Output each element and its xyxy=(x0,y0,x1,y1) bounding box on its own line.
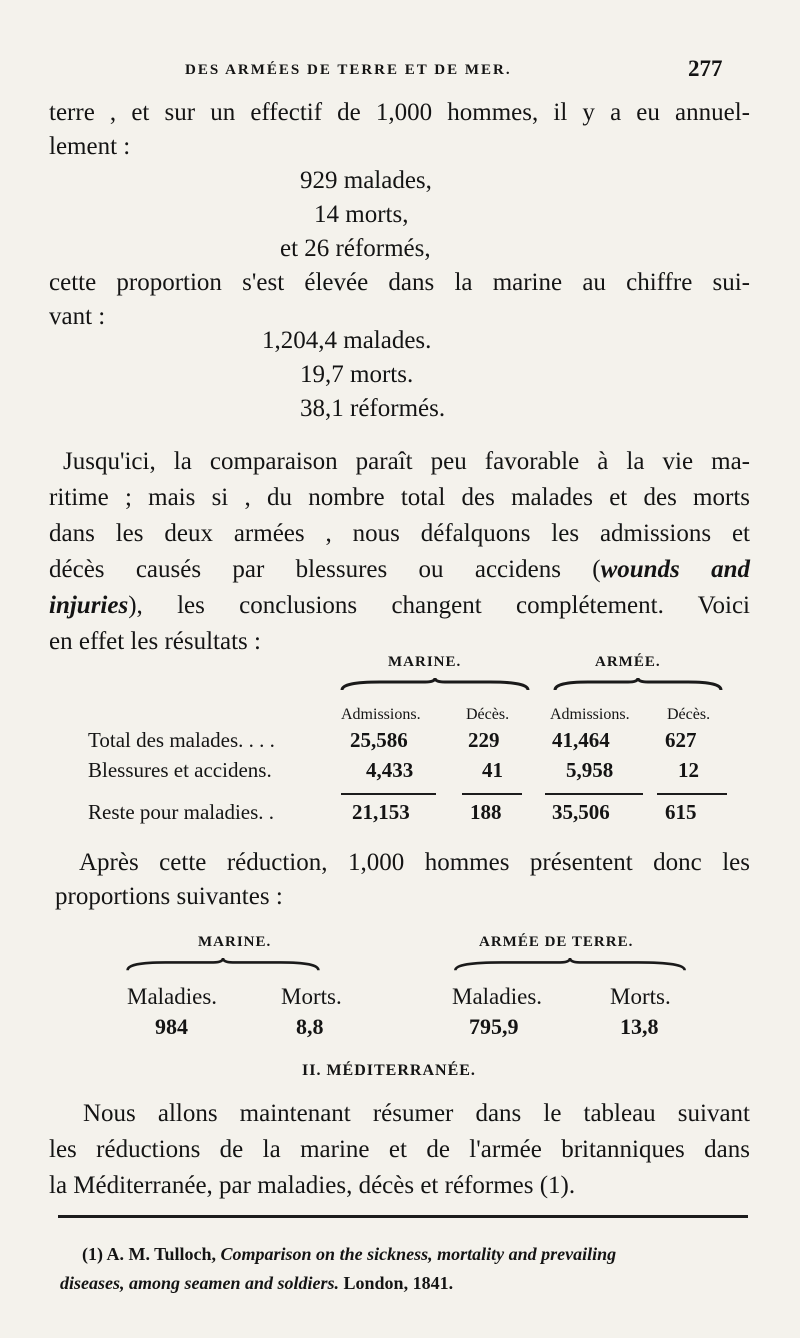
paragraph-line: Jusqu'ici, la comparaison paraît peu favorable à la vie ma- xyxy=(63,448,750,475)
footnote-line xyxy=(60,1240,616,1269)
paragraph-line xyxy=(49,588,750,624)
column-header: Morts. xyxy=(610,984,671,1009)
paragraph-line: cette proportion s'est élevée dans la marine au chiffre sui- xyxy=(49,269,750,296)
row-label: Reste pour maladies. . xyxy=(88,800,275,824)
footnote-title: diseases, among seamen and soldiers. xyxy=(60,1273,340,1293)
page-header xyxy=(0,56,800,86)
group-header-armee: ARMÉE. xyxy=(595,654,661,670)
list-item: et 26 réformés, xyxy=(280,235,431,262)
rate-table xyxy=(0,930,800,1050)
paragraph-line: la Méditerranée, par maladies, décès et réformes (1). xyxy=(49,1172,576,1199)
table-cell: 5,958 xyxy=(566,758,614,782)
sum-rule xyxy=(545,793,643,795)
italic-run: wounds and xyxy=(600,556,750,583)
paragraph-line: les réductions de la marine et de l'armée britanniques dans xyxy=(49,1136,750,1163)
footnote-tail: London, 1841. xyxy=(343,1273,454,1293)
footnote-lead: (1) A. M. Tulloch, xyxy=(82,1244,217,1264)
row-label: Blessures et accidens. xyxy=(88,758,272,782)
group-header-armee-de-terre: ARMÉE DE TERRE. xyxy=(479,934,634,950)
footnote-line xyxy=(60,1269,616,1298)
section-heading: II. MÉDITERRANÉE. xyxy=(302,1062,476,1079)
column-header: Admissions. xyxy=(341,706,421,723)
footnote xyxy=(60,1240,616,1298)
table-cell: 35,506 xyxy=(552,800,610,824)
proportion-list-army xyxy=(280,164,432,266)
brace-armee xyxy=(553,678,723,692)
sum-rule xyxy=(341,793,436,795)
sum-rule xyxy=(462,793,522,795)
paragraph-line: terre , et sur un effectif de 1,000 hommes, il y a eu annuel- xyxy=(49,99,750,126)
table-cell: 25,586 xyxy=(350,728,408,752)
table-cell: 984 xyxy=(155,1014,188,1039)
group-header-marine: MARINE. xyxy=(388,654,462,670)
text-run: décès causés par blessures ou accidens ( xyxy=(49,556,601,583)
column-header: Maladies. xyxy=(452,984,543,1009)
paragraph-line: vant : xyxy=(49,303,106,330)
table-cell: 21,153 xyxy=(352,800,410,824)
comparison-table xyxy=(0,650,800,840)
table-cell: 41 xyxy=(482,758,503,782)
row-label: Total des malades. . . . xyxy=(88,728,275,752)
list-item: 929 malades, xyxy=(300,167,432,194)
proportion-list-navy xyxy=(262,324,445,426)
group-header-marine: MARINE. xyxy=(198,934,272,950)
page-number: 277 xyxy=(688,56,723,81)
table-cell: 188 xyxy=(470,800,502,824)
paragraph-line: en effet les résultats : xyxy=(49,628,261,655)
paragraph-1 xyxy=(49,96,750,164)
table-cell: 8,8 xyxy=(296,1014,324,1039)
italic-run: injuries xyxy=(49,592,129,619)
footnote-title: Comparison on the sickness, mortality and prevailing xyxy=(220,1244,617,1264)
list-item: 1,204,4 malades. xyxy=(262,327,432,354)
paragraph-4 xyxy=(49,846,750,914)
column-header: Maladies. xyxy=(127,984,218,1009)
paragraph-5 xyxy=(49,1096,750,1204)
brace-armee-de-terre xyxy=(437,958,703,972)
column-header: Décès. xyxy=(667,706,711,723)
table-cell: 12 xyxy=(678,758,699,782)
brace-marine xyxy=(340,678,530,692)
table-cell: 4,433 xyxy=(366,758,414,782)
running-head: DES ARMÉES DE TERRE ET DE MER. xyxy=(185,62,512,78)
paragraph-3 xyxy=(49,444,750,660)
paragraph-line: dans les deux armées , nous défalquons les admissions et xyxy=(49,520,750,547)
paragraph-line xyxy=(49,552,750,588)
paragraph-line: ritime ; mais si , du nombre total des malades et des morts xyxy=(49,484,750,511)
brace-marine xyxy=(112,958,334,972)
sum-rule xyxy=(657,793,727,795)
column-header: Décès. xyxy=(466,706,510,723)
list-item: 19,7 morts. xyxy=(300,361,414,388)
table-cell: 795,9 xyxy=(469,1014,519,1039)
text-run: ), les conclusions changent complétement. Voici xyxy=(128,592,750,619)
footnote-rule xyxy=(58,1215,748,1218)
list-item: 14 morts, xyxy=(314,201,409,228)
paragraph-line: proportions suivantes : xyxy=(55,883,283,910)
list-item: 38,1 réformés. xyxy=(300,395,446,422)
table-cell: 13,8 xyxy=(620,1014,659,1039)
paragraph-line: lement : xyxy=(49,133,131,160)
column-header: Morts. xyxy=(281,984,342,1009)
table-cell: 627 xyxy=(665,728,697,752)
table-cell: 615 xyxy=(665,800,697,824)
paragraph-line: Après cette réduction, 1,000 hommes présentent donc les xyxy=(79,849,750,876)
column-header: Admissions. xyxy=(550,706,630,723)
paragraph-line: Nous allons maintenant résumer dans le tableau suivant xyxy=(83,1100,750,1127)
table-cell: 229 xyxy=(468,728,500,752)
table-cell: 41,464 xyxy=(552,728,610,752)
